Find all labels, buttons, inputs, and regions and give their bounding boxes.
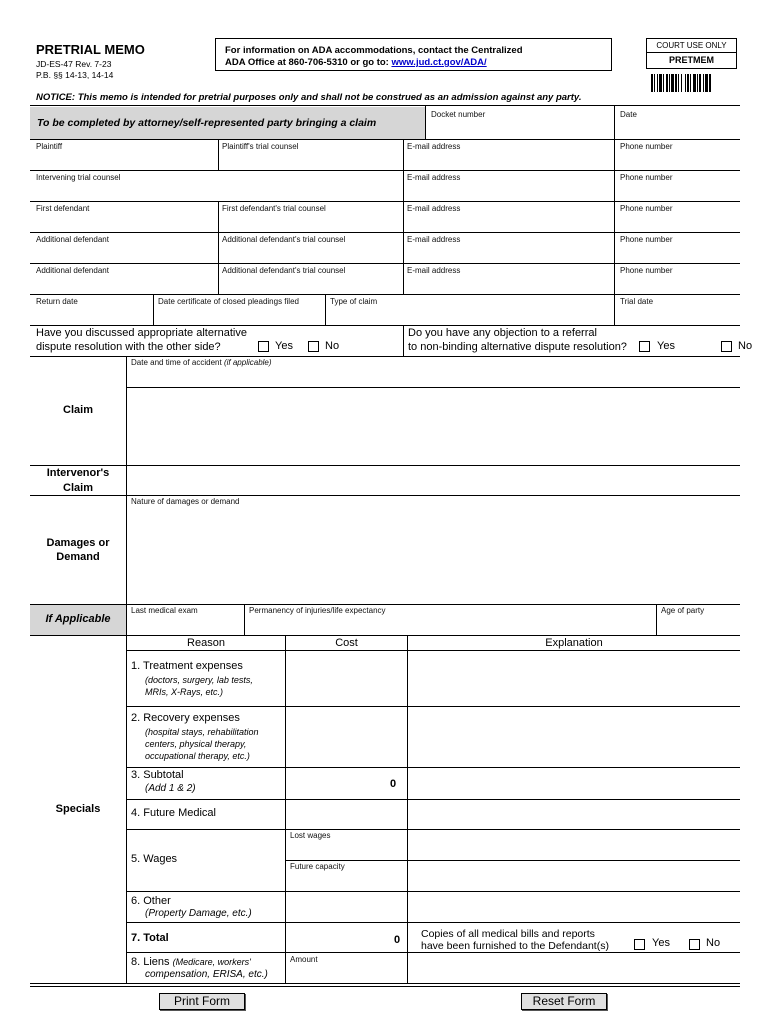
court-use-label: COURT USE ONLY (656, 41, 727, 50)
additional-defendant-2-counsel-label: Additional defendant's trial counsel (222, 266, 346, 275)
liens-note-2: compensation, ERISA, etc.) (145, 969, 268, 980)
adr-question-line-1: Have you discussed appropriate alternative (36, 327, 247, 339)
liens-label (131, 956, 251, 968)
subtotal-value: 0 (390, 778, 397, 790)
plaintiff-phone-field[interactable] (615, 152, 739, 169)
treatment-explanation-field[interactable] (408, 651, 739, 705)
court-use-divider (647, 52, 736, 53)
completion-banner (30, 107, 425, 139)
intervenor-claim-field[interactable] (127, 466, 739, 494)
treatment-cost-field[interactable] (286, 651, 406, 705)
referral-no-label: No (738, 340, 753, 352)
first-defendant-label: First defendant (36, 204, 90, 213)
copies-yes-checkbox[interactable] (634, 939, 645, 950)
court-use-box (646, 38, 737, 69)
ada-line-2-text: ADA Office at 860-706-5310 or go to: (225, 57, 392, 68)
form-number: JD-ES-47 Rev. 7-23 (36, 59, 112, 69)
treatment-expenses-label: 1. Treatment expenses (131, 660, 243, 672)
accident-date-label-note: (if applicable) (223, 358, 272, 367)
treatment-expenses-note-2: MRIs, X-Rays, etc.) (145, 687, 224, 697)
barcode-bar (675, 74, 677, 92)
subtotal-explanation-field[interactable] (408, 768, 739, 798)
adr-question-line-2: dispute resolution with the other side? (36, 341, 221, 353)
age-of-party-label: Age of party (661, 606, 705, 615)
print-form-button[interactable]: Print Form (159, 993, 245, 1010)
recovery-expenses-note-3: occupational therapy, etc.) (145, 751, 250, 761)
barcode (651, 74, 733, 92)
barcode-bar (703, 74, 704, 92)
accident-date-field[interactable] (127, 368, 739, 386)
total-value: 0 (394, 934, 401, 946)
court-code: PRETMEM (669, 55, 714, 65)
ada-line-2 (225, 57, 487, 68)
barcode-bar (678, 74, 679, 92)
recovery-expenses-note-2: centers, physical therapy, (145, 739, 247, 749)
other-cost-field[interactable] (286, 892, 406, 921)
adr-no-label: No (325, 340, 340, 352)
barcode-bar (690, 74, 691, 92)
referral-question-line-2: to non-binding alternative dispute resolution? (408, 341, 627, 353)
docket-number-field[interactable] (426, 120, 613, 138)
other-note: (Property Damage, etc.) (145, 908, 252, 919)
additional-defendant-2-email-field[interactable] (404, 276, 613, 293)
barcode-bar (669, 74, 670, 92)
claim-field[interactable] (127, 388, 739, 464)
recovery-expenses-note-1: (hospital stays, rehabilitation (145, 727, 259, 737)
liens-amount-label: Amount (290, 955, 318, 964)
subtotal-note: (Add 1 & 2) (145, 783, 196, 794)
other-label: 6. Other (131, 895, 171, 907)
liens-amount-field[interactable] (286, 965, 406, 982)
future-medical-label: 4. Future Medical (131, 807, 216, 819)
lost-wages-field[interactable] (286, 841, 406, 859)
additional-defendant-2-phone-field[interactable] (615, 276, 739, 293)
plaintiff-email-field[interactable] (404, 152, 613, 169)
intervenor-claim-label-2: Claim (63, 482, 93, 494)
treatment-expenses-note-1: (doctors, surgery, lab tests, (145, 675, 253, 685)
type-of-claim-label: Type of claim (330, 297, 378, 306)
date-certificate-label: Date certificate of closed pleadings filed (158, 297, 299, 306)
trial-date-field[interactable] (615, 307, 739, 324)
type-of-claim-field[interactable] (326, 307, 613, 324)
last-medical-label: Last medical exam (131, 606, 198, 615)
first-defendant-counsel-label: First defendant's trial counsel (222, 204, 326, 213)
referral-no-checkbox[interactable] (721, 341, 732, 352)
recovery-expenses-label: 2. Recovery expenses (131, 712, 240, 724)
intervening-counsel-label: Intervening trial counsel (36, 173, 121, 182)
barcode-bar (697, 74, 698, 92)
future-capacity-explanation-field[interactable] (408, 861, 739, 890)
first-defendant-email-label: E-mail address (407, 204, 461, 213)
additional-defendant-2-email-label: E-mail address (407, 266, 461, 275)
notice-text: NOTICE: This memo is intended for pretrial purposes only and shall not be construed as an admission against any party. (36, 92, 582, 103)
additional-defendant-1-email-field[interactable] (404, 245, 613, 262)
return-date-label: Return date (36, 297, 78, 306)
intervenor-claim-label-1: Intervenor's (46, 467, 110, 479)
specials-section-label: Specials (55, 803, 101, 815)
additional-defendant-1-phone-field[interactable] (615, 245, 739, 262)
docket-number-label: Docket number (431, 110, 486, 119)
barcode-bar (651, 74, 653, 92)
plaintiff-field[interactable] (31, 152, 217, 169)
barcode-bar (685, 74, 686, 92)
ada-line-1: For information on ADA accommodations, contact the Centralized (225, 45, 523, 56)
plaintiff-phone-label: Phone number (620, 142, 673, 151)
copies-line-1: Copies of all medical bills and reports (421, 928, 595, 940)
col-cost-header: Cost (335, 637, 358, 649)
barcode-bar (709, 74, 711, 92)
reset-form-button[interactable]: Reset Form (521, 993, 607, 1010)
subtotal-label: 3. Subtotal (131, 769, 184, 781)
last-medical-field[interactable] (127, 616, 243, 634)
return-date-field[interactable] (31, 307, 152, 324)
liens-label-text: 8. Liens (131, 956, 173, 968)
additional-defendant-2-phone-label: Phone number (620, 266, 673, 275)
additional-defendant-1-phone-label: Phone number (620, 235, 673, 244)
completion-banner-text: To be completed by attorney/self-represented party bringing a claim (37, 117, 377, 129)
wages-label: 5. Wages (131, 853, 178, 865)
liens-note-1: (Medicare, workers' (172, 957, 251, 967)
future-capacity-label: Future capacity (290, 862, 345, 871)
total-label: 7. Total (131, 932, 169, 944)
copies-line-2: have been furnished to the Defendant(s) (421, 940, 609, 952)
plaintiff-label: Plaintiff (36, 142, 63, 151)
referral-yes-label: Yes (657, 340, 675, 352)
referral-question-line-1: Do you have any objection to a referral (408, 327, 597, 339)
barcode-bar (681, 74, 682, 92)
additional-defendant-1-counsel-label: Additional defendant's trial counsel (222, 235, 346, 244)
additional-defendant-1-email-label: E-mail address (407, 235, 461, 244)
barcode-bar (663, 74, 664, 92)
plaintiff-email-label: E-mail address (407, 142, 461, 151)
barcode-bar (693, 74, 696, 92)
permanency-field[interactable] (245, 616, 655, 634)
additional-defendant-2-field[interactable] (31, 276, 217, 293)
first-defendant-phone-field[interactable] (615, 214, 739, 231)
intervening-phone-label: Phone number (620, 173, 673, 182)
recovery-cost-field[interactable] (286, 707, 406, 766)
barcode-bar (654, 74, 655, 92)
col-reason-header: Reason (187, 637, 225, 649)
form-statute: P.B. §§ 14-13, 14-14 (36, 70, 114, 80)
other-explanation-field[interactable] (408, 892, 739, 921)
claim-section-label: Claim (63, 404, 93, 416)
additional-defendant-1-label: Additional defendant (36, 235, 109, 244)
copies-yes-label: Yes (652, 937, 670, 949)
age-of-party-field[interactable] (657, 616, 739, 634)
adr-yes-checkbox[interactable] (258, 341, 269, 352)
damages-label-2: Demand (56, 551, 100, 563)
damages-label-1: Damages or (46, 537, 110, 549)
accident-date-label (131, 358, 272, 367)
copies-no-label: No (706, 937, 721, 949)
lost-wages-explanation-field[interactable] (408, 830, 739, 859)
date-certificate-field[interactable] (154, 307, 324, 324)
adr-yes-label: Yes (275, 340, 293, 352)
ada-notice-box (215, 38, 612, 71)
permanency-label: Permanency of injuries/life expectancy (249, 606, 386, 615)
barcode-bar (687, 74, 689, 92)
if-applicable-label: If Applicable (45, 613, 111, 625)
additional-defendant-1-counsel-field[interactable] (219, 245, 402, 262)
intervening-email-field[interactable] (404, 183, 613, 200)
form-title: PRETRIAL MEMO (36, 42, 145, 57)
adr-no-checkbox[interactable] (308, 341, 319, 352)
plaintiff-counsel-label: Plaintiff's trial counsel (222, 142, 299, 151)
intervening-phone-field[interactable] (615, 183, 739, 200)
damages-field[interactable] (127, 507, 739, 603)
first-defendant-counsel-field[interactable] (219, 214, 402, 231)
plaintiff-counsel-field[interactable] (219, 152, 402, 169)
additional-defendant-2-label: Additional defendant (36, 266, 109, 275)
date-field[interactable] (615, 120, 739, 138)
recovery-explanation-field[interactable] (408, 707, 739, 766)
ada-link[interactable]: www.jud.ct.gov/ADA/ (391, 57, 487, 68)
trial-date-label: Trial date (620, 297, 654, 306)
barcode-bar (657, 74, 658, 92)
additional-defendant-1-field[interactable] (31, 245, 217, 262)
additional-defendant-2-counsel-field[interactable] (219, 276, 402, 293)
barcode-bar (699, 74, 701, 92)
barcode-bar (671, 74, 674, 92)
future-medical-explanation-field[interactable] (408, 800, 739, 828)
barcode-bar (666, 74, 668, 92)
first-defendant-field[interactable] (31, 214, 217, 231)
barcode-bar (705, 74, 708, 92)
future-capacity-field[interactable] (286, 872, 406, 890)
intervening-email-label: E-mail address (407, 173, 461, 182)
first-defendant-phone-label: Phone number (620, 204, 673, 213)
copies-no-checkbox[interactable] (689, 939, 700, 950)
referral-yes-checkbox[interactable] (639, 341, 650, 352)
barcode-bar (659, 74, 662, 92)
nature-damages-label: Nature of damages or demand (131, 497, 240, 506)
date-label: Date (620, 110, 637, 119)
future-medical-cost-field[interactable] (286, 800, 406, 828)
accident-date-label-text: Date and time of accident (131, 358, 224, 367)
first-defendant-email-field[interactable] (404, 214, 613, 231)
col-explanation-header: Explanation (545, 637, 603, 649)
intervening-counsel-field[interactable] (31, 183, 402, 200)
lost-wages-label: Lost wages (290, 831, 331, 840)
